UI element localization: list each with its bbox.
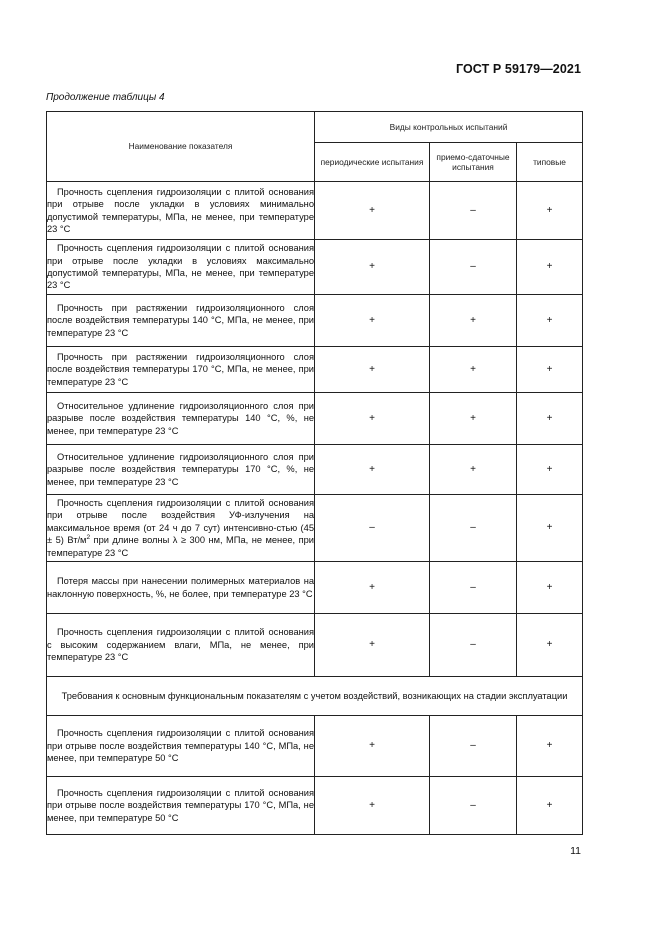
acceptance-mark: +	[430, 295, 517, 347]
type-mark: +	[517, 716, 583, 777]
periodic-mark: +	[315, 777, 430, 835]
periodic-mark: –	[315, 495, 430, 562]
acceptance-mark: –	[430, 182, 517, 240]
column-header-type: типовые	[517, 143, 583, 182]
indicator-name: Прочность сцепления гидроизоляции с плитой основания при отрыве после воздействия УФ-излучения на максимальное время (от 24 ч до 7 сут) интенсивно-стью (45 ± 5) $Вт/м^2$ при длине волны λ ≥ 300 нм, МПа, не менее, при температуре 23 °С	[47, 495, 315, 562]
type-mark: +	[517, 562, 583, 614]
table-row	[47, 182, 583, 240]
column-header-acceptance: приемо-сдаточные испытания	[430, 143, 517, 182]
table-row	[47, 295, 583, 347]
control-tests-table	[46, 111, 583, 835]
periodic-mark: +	[315, 614, 430, 677]
indicator-name: Прочность при растяжении гидроизоляционного слоя после воздействия температуры 170 °С, МПа, не менее, при температуре 23 °С	[47, 347, 315, 393]
type-mark: +	[517, 347, 583, 393]
periodic-mark: +	[315, 393, 430, 445]
indicator-name: Прочность сцепления гидроизоляции с плитой основания с высоким содержанием влаги, МПа, не менее, при температуре 23 °С	[47, 614, 315, 677]
acceptance-mark: –	[430, 716, 517, 777]
acceptance-mark: +	[430, 347, 517, 393]
indicator-name: Относительное удлинение гидроизоляционного слоя при разрыве после воздействия температуры 140 °С, %, не менее, при температуре 23 °С	[47, 393, 315, 445]
periodic-mark: +	[315, 347, 430, 393]
type-mark: +	[517, 614, 583, 677]
periodic-mark: +	[315, 716, 430, 777]
indicator-name: Прочность сцепления гидроизоляции с плитой основания при отрыве после воздействия температуры 140 °С, МПа, не менее, при температуре 50 °С	[47, 716, 315, 777]
column-header-indicator-name: Наименование показателя	[47, 112, 315, 182]
indicator-name: Прочность сцепления гидроизоляции с плитой основания при отрыве после укладки в условиях минимально допустимой температуры, МПа, не менее, при температуре 23 °С	[47, 182, 315, 240]
type-mark: +	[517, 240, 583, 295]
section-row	[47, 677, 583, 716]
type-mark: +	[517, 495, 583, 562]
periodic-mark: +	[315, 295, 430, 347]
type-mark: +	[517, 777, 583, 835]
section-title: Требования к основным функциональным показателям с учетом воздействий, возникающих на стадии эксплуатации	[47, 677, 583, 716]
document-standard-number: ГОСТ Р 59179—2021	[455, 62, 581, 76]
acceptance-mark: +	[430, 393, 517, 445]
column-header-test-types: Виды контрольных испытаний	[315, 112, 583, 143]
table-row	[47, 347, 583, 393]
acceptance-mark: –	[430, 240, 517, 295]
type-mark: +	[517, 295, 583, 347]
type-mark: +	[517, 393, 583, 445]
table-row	[47, 393, 583, 445]
table-row	[47, 495, 583, 562]
periodic-mark: +	[315, 182, 430, 240]
indicator-name: Прочность сцепления гидроизоляции с плитой основания при отрыве после укладки в условиях максимально допустимой температуры, МПа, не менее, при температуре 23 °С	[47, 240, 315, 295]
table-row	[47, 777, 583, 835]
acceptance-mark: –	[430, 777, 517, 835]
indicator-name: Прочность при растяжении гидроизоляционного слоя после воздействия температуры 140 °С, МПа, не менее, при температуре 23 °С	[47, 295, 315, 347]
periodic-mark: +	[315, 445, 430, 495]
type-mark: +	[517, 182, 583, 240]
table-row	[47, 614, 583, 677]
page-number: 11	[570, 845, 581, 857]
acceptance-mark: +	[430, 445, 517, 495]
acceptance-mark: –	[430, 562, 517, 614]
type-mark: +	[517, 445, 583, 495]
indicator-name: Потеря массы при нанесении полимерных материалов на наклонную поверхность, %, не более, при температуре 23 °С	[47, 562, 315, 614]
table-caption: Продолжение таблицы 4	[46, 92, 165, 103]
periodic-mark: +	[315, 562, 430, 614]
acceptance-mark: –	[430, 614, 517, 677]
indicator-name: Прочность сцепления гидроизоляции с плитой основания при отрыве после воздействия температуры 170 °С, МПа, не менее, при температуре 50 °С	[47, 777, 315, 835]
table-row	[47, 240, 583, 295]
superscript: 2	[86, 534, 91, 542]
table-row	[47, 562, 583, 614]
column-header-periodic: периодические испытания	[315, 143, 430, 182]
table-row	[47, 716, 583, 777]
table-row	[47, 445, 583, 495]
indicator-name: Относительное удлинение гидроизоляционного слоя при разрыве после воздействия температуры 170 °С, %, не менее, при температуре 23 °С	[47, 445, 315, 495]
acceptance-mark: –	[430, 495, 517, 562]
periodic-mark: +	[315, 240, 430, 295]
